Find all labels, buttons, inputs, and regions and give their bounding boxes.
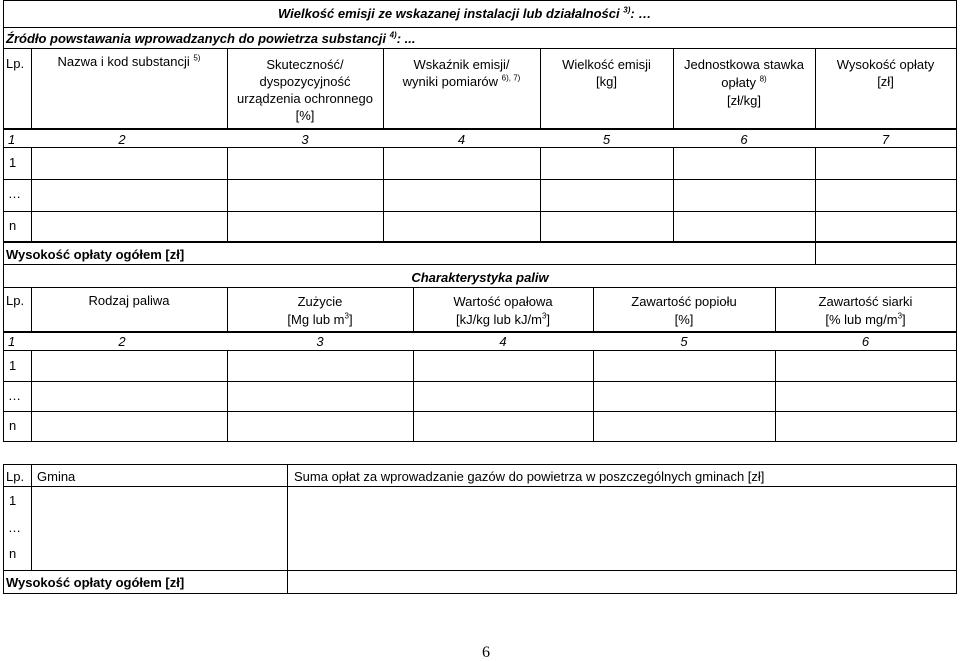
col-header-lp: Lp.	[6, 293, 25, 308]
rule	[775, 350, 776, 442]
col-header-emission-size: Wielkość emisji [kg]	[562, 57, 651, 89]
col-header-ash: Zawartość popiołu [%]	[631, 294, 737, 327]
rule	[956, 264, 957, 442]
column-number: 4	[457, 132, 466, 147]
rule	[673, 147, 674, 242]
rule	[3, 411, 957, 412]
column-number: 5	[602, 132, 611, 147]
rule	[3, 350, 957, 351]
rule	[227, 147, 228, 242]
column-number: 5	[680, 334, 688, 349]
column-number: 2	[118, 334, 126, 349]
column-number: 7	[881, 132, 890, 147]
source-row: Źródło powstawania wprowadzanych do powietrza substancji $^{4)}$: ...	[6, 30, 416, 46]
row-label: 1	[9, 155, 17, 170]
rule	[413, 350, 414, 442]
row-label: 1	[9, 493, 17, 508]
rule	[3, 486, 957, 487]
row-label: …	[8, 520, 21, 535]
col-header-fuel-type: Rodzaj paliwa	[88, 293, 170, 308]
row-label: 1	[9, 358, 17, 373]
rule	[3, 241, 957, 243]
rule	[3, 128, 957, 130]
rule	[3, 331, 957, 333]
rule	[593, 350, 594, 442]
rule	[3, 464, 4, 594]
rule	[540, 147, 541, 242]
row-label: …	[8, 388, 21, 403]
col-header-calorific: Wartość opałowa [kJ/kg lub $kJ/m^3$]	[453, 294, 553, 327]
total-fee-label: Wysokość opłaty ogółem [zł]	[6, 575, 185, 590]
rule	[815, 147, 816, 265]
rule	[3, 48, 957, 49]
rule	[3, 0, 957, 1]
rule	[3, 264, 4, 442]
row-label: n	[9, 546, 17, 561]
rule	[3, 0, 4, 265]
rule	[287, 464, 288, 594]
col-header-fee-sum: Suma opłat za wprowadzanie gazów do powietrza w poszczególnych gminach [zł]	[294, 469, 765, 484]
row-label: …	[8, 186, 21, 201]
col-header-lp: Lp.	[6, 469, 25, 484]
col-header-indicator: Wskaźnik emisji/ wyniki pomiarów $^{6), 7)}$	[402, 57, 521, 89]
rule	[3, 264, 957, 265]
col-header-unit-rate: Jednostkowa stawka opłaty $^{8)}$ [zł/kg]	[684, 57, 804, 108]
rule	[3, 381, 957, 382]
column-number: 1	[8, 334, 16, 349]
col-header-usage: Zużycie [Mg lub $m^3$]	[287, 294, 353, 327]
col-header-efficiency: Skuteczność/ dyspozycyjność urządzenia ochronnego [%]	[237, 57, 373, 123]
column-number: 6	[740, 132, 748, 147]
rule	[956, 464, 957, 594]
page-number: 6	[482, 644, 490, 661]
rule	[3, 287, 957, 288]
rule	[3, 27, 957, 28]
rule	[3, 593, 957, 594]
row-label: n	[9, 218, 17, 233]
rule	[31, 350, 32, 442]
column-number: 4	[499, 334, 507, 349]
total-fee-label: Wysokość opłaty ogółem [zł]	[6, 247, 185, 262]
rule	[3, 179, 957, 180]
rule	[31, 464, 32, 571]
rule	[3, 211, 957, 212]
rule	[383, 147, 384, 242]
col-header-substance: Nazwa i kod substancji $^{5)}$	[57, 53, 201, 69]
column-number: 6	[861, 334, 870, 349]
rule	[3, 441, 957, 442]
column-number: 3	[301, 132, 309, 147]
rule	[227, 350, 228, 442]
col-header-commune: Gmina	[37, 469, 76, 484]
col-header-sulfur: Zawartość siarki [% lub $mg/m^3$]	[818, 294, 913, 327]
col-header-lp: Lp.	[6, 56, 25, 71]
emission-title: Wielkość emisji ze wskazanej instalacji lub działalności $^{3)}$: …	[278, 5, 652, 21]
section-title: Charakterystyka paliw	[411, 270, 549, 285]
column-number: 3	[316, 334, 324, 349]
row-label: n	[9, 418, 17, 433]
rule	[3, 464, 957, 465]
column-number: 1	[8, 132, 16, 147]
rule	[3, 570, 957, 571]
rule	[31, 147, 32, 242]
column-number: 2	[118, 132, 126, 147]
rule	[956, 0, 957, 265]
rule	[3, 147, 957, 148]
col-header-fee: Wysokość opłaty [zł]	[836, 57, 935, 89]
